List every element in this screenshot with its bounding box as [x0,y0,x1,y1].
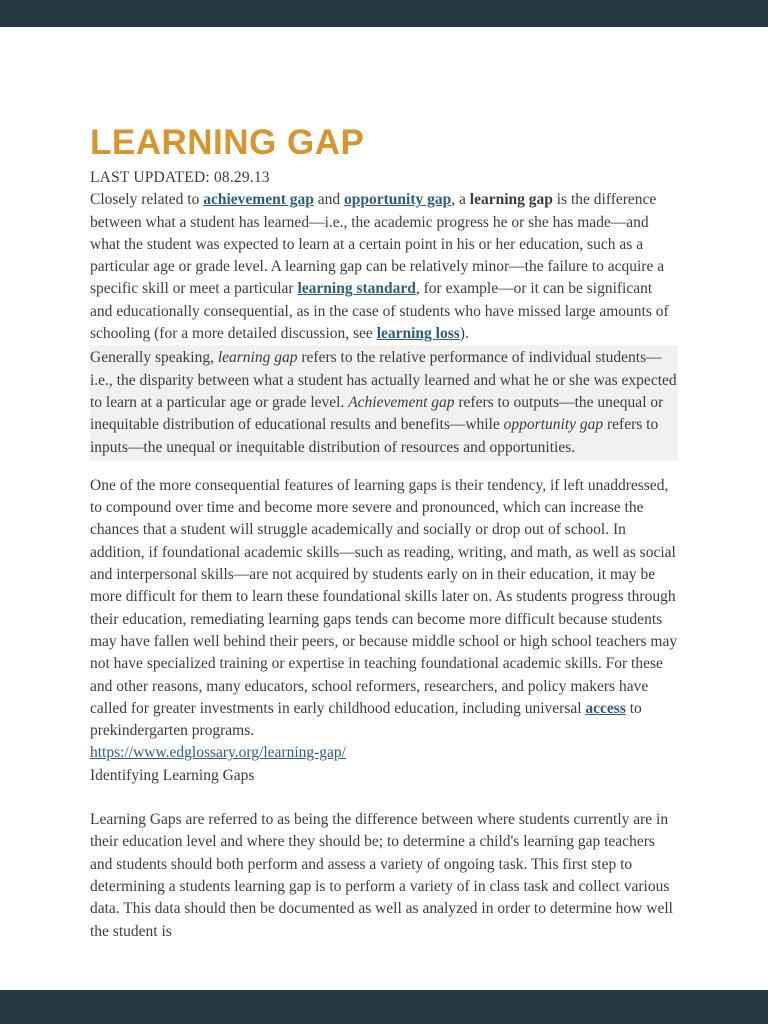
document-body [90,189,678,943]
identifying-heading-line [90,765,678,787]
text-run: refers to outputs—the unequal or inequitable distribution of educational results and benefits—while [90,393,664,434]
text-run: to prekindergarten programs. [90,699,642,740]
text-run: learning gap [217,349,298,367]
text-run: , for example—or it can be significant and educationally consequential, as in the case of students who have missed large amounts of schooling (for a more detailed discussion, see [90,280,669,343]
learning-standard-link[interactable]: learning standard [297,280,416,298]
document-content [90,125,678,943]
document-page [0,27,768,990]
source-url-line [90,742,678,764]
viewer-background-bottom [0,990,768,1024]
text-run: , a [451,191,470,209]
text-run: ). [459,325,469,343]
text-run: Identifying Learning Gaps [90,766,255,784]
text-run: opportunity gap [503,416,604,434]
text-run: and [313,191,344,209]
edglossary-url-link[interactable]: https://www.edglossary.org/learning-gap/ [90,744,346,762]
text-run: learning gap [469,191,553,209]
text-run: One of the more consequential features of learning gaps is their tendency, if left unaddressed, to compound over time and become more severe and pronounced, which can increase the chances that a student will struggle academically and socially or drop out of school. In addition, if foundational academic skills—such as reading, writing, and math, as well as social and interpersonal skills—are not acquired by students early on in their education, it may be more difficult for them to learn these foundational skills later on. As students progress through their education, remediating learning gaps tends can become more difficult because students may have fallen well behind their peers, or because middle school or high school teachers may not have specialized training or expertise in teaching foundational academic skills. For these and other reasons, many educators, school reformers, researchers, and policy makers have called for greater investments in early childhood education, including universal [90,476,678,717]
definitions-paragraph [90,345,678,460]
opportunity-gap-link[interactable]: opportunity gap [344,191,452,209]
page-title: LEARNING GAP [90,123,365,162]
access-link[interactable]: access [585,699,626,717]
learning-loss-link[interactable]: learning loss [376,325,460,343]
text-run: refers to inputs—the unequal or inequitable distribution of resources and opportunities. [90,416,659,456]
text-run: Closely related to [90,191,204,209]
text-run: Generally speaking, [90,349,218,367]
text-run: is the difference between what a student has learned—i.e., the academic progress he or she has made—and what the student was expected to learn at a certain point in his or her education, such as a particular age or grade level. A learning gap can be relatively minor—the failure to acquire a specific skill or meet a particular [90,191,665,298]
viewer-background-top [0,0,768,27]
text-run: Achievement gap [348,393,455,411]
text-run: Learning Gaps are referred to as being the difference between where students currently are in their education level and where they should be; to determine a child's learning gap teachers and students should both perform and assess a variety of ongoing task. This first step to determining a students learning gap is to perform a variety of in class task and collect various data. This data should then be documented as well as analyzed in order to determine how well the student is [90,811,673,940]
intro-paragraph [90,189,678,345]
consequences-paragraph [90,475,678,743]
achievement-gap-link[interactable]: achievement gap [203,191,314,209]
identifying-paragraph [90,809,678,943]
text-run: refers to the relative performance of individual students—i.e., the disparity between what a student has actually learned and what he or she was expected to learn at a particular age or grade level. [90,349,677,411]
last-updated-line: LAST UPDATED: 08.29.13 [90,169,270,186]
